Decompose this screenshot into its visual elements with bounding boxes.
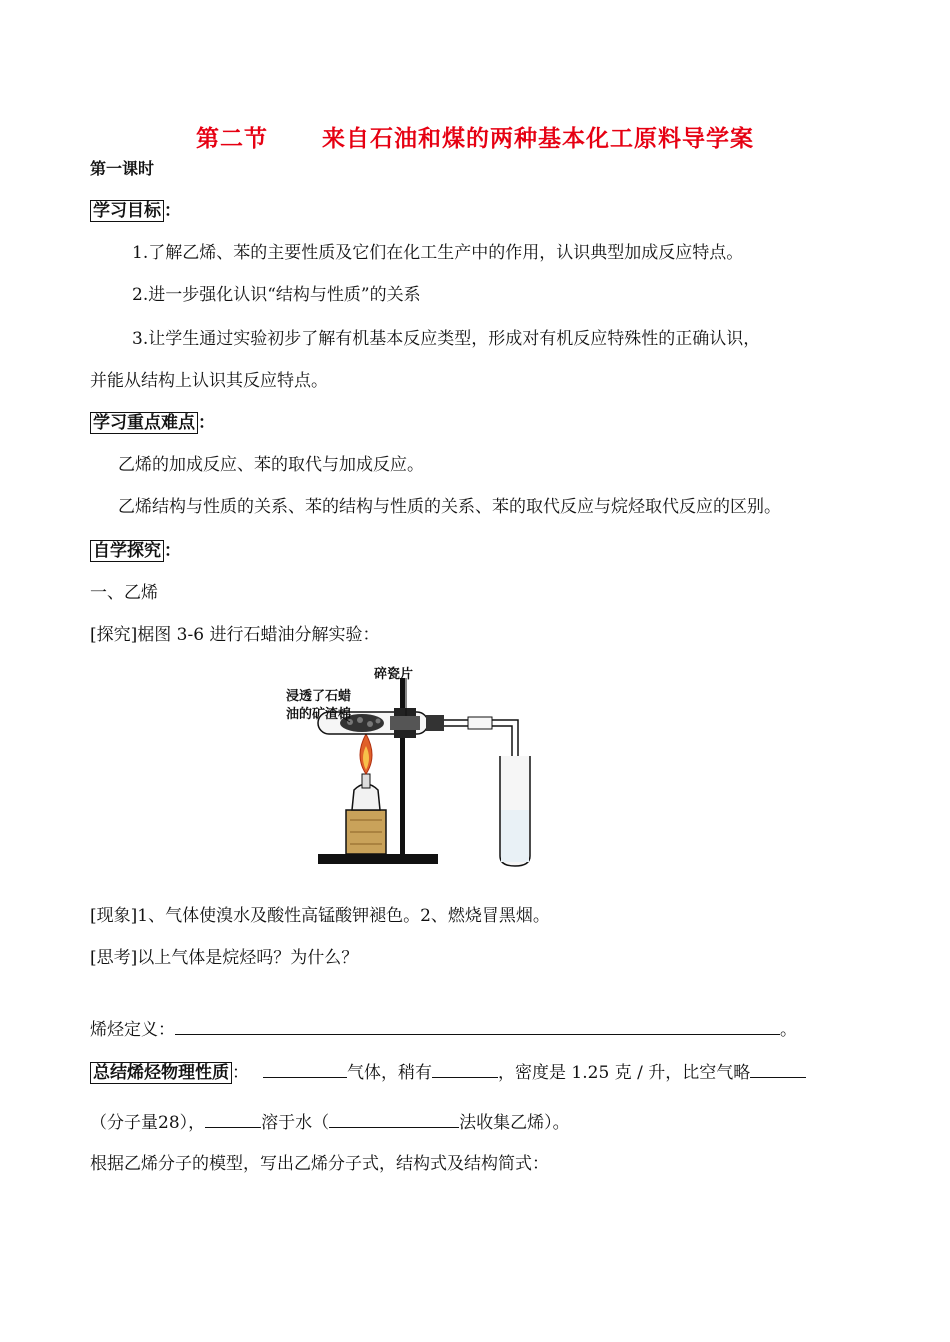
objectives-heading: 学习目标 ： — [90, 200, 181, 222]
collection-blank — [329, 1111, 459, 1128]
properties-line: 总结烯烃物理性质 ： 气体，稍有 ，密度是 1.25 克 / 升，比空气略 — [90, 1061, 806, 1084]
label-porcelain-chips: 碎瓷片 — [374, 667, 414, 682]
section-ethylene: 一、乙烯 — [90, 583, 158, 603]
objective-3: 3.让学生通过实验初步了解有机基本反应类型，形成对有机反应特殊性的正确认识， — [132, 329, 761, 349]
solubility-blank — [205, 1111, 261, 1128]
objective-3-continuation: 并能从结构上认识其反应特点。 — [90, 371, 328, 391]
title-text: 来自石油和煤的两种基本化工原料导学案 — [322, 126, 754, 152]
phenomenon-text: [现象]1、气体使溴水及酸性高锰酸钾褪色。2、燃烧冒黑烟。 — [90, 906, 550, 926]
lesson-label: 第一课时 — [90, 159, 155, 178]
state-blank — [263, 1061, 347, 1078]
stopper — [426, 715, 444, 731]
label-mineral-wool-1: 浸透了石蜡 — [286, 689, 352, 704]
definition-blank — [175, 1018, 780, 1035]
experiment-figure — [282, 660, 552, 872]
label-mineral-wool-2: 油的矿渣棉 — [286, 707, 352, 722]
page-title — [0, 120, 950, 153]
density-blank — [750, 1061, 806, 1078]
objective-2: 2.进一步强化认识“结构与性质”的关系 — [132, 285, 421, 305]
explore-text: [探究]椐图 3-6 进行石蜡油分解实验： — [90, 625, 380, 645]
keypoint-2: 乙烯结构与性质的关系、苯的结构与性质的关系、苯的取代反应与烷烃取代反应的区别。 — [118, 497, 781, 517]
selfstudy-heading: 自学探究 ： — [90, 540, 181, 562]
stand-base — [318, 854, 438, 864]
thinking-text: [思考]以上气体是烷烃吗？为什么？ — [90, 948, 359, 968]
properties-line-2: （分子量28）， 溶于水（ 法收集乙烯）。 — [90, 1113, 570, 1133]
title-section: 第二节 — [196, 126, 268, 152]
definition-line: 烯烃定义： 。 — [90, 1020, 797, 1040]
stand-pole — [400, 678, 405, 856]
model-text: 根据乙烯分子的模型，写出乙烯分子式，结构式及结构简式： — [90, 1154, 549, 1174]
keypoint-1: 乙烯的加成反应、苯的取代与加成反应。 — [118, 455, 424, 475]
keypoints-heading: 学习重点难点 ： — [90, 412, 215, 434]
objective-1: 1.了解乙烯、苯的主要性质及它们在化工生产中的作用，认识典型加成反应特点。 — [132, 243, 744, 263]
odor-blank — [432, 1061, 498, 1078]
